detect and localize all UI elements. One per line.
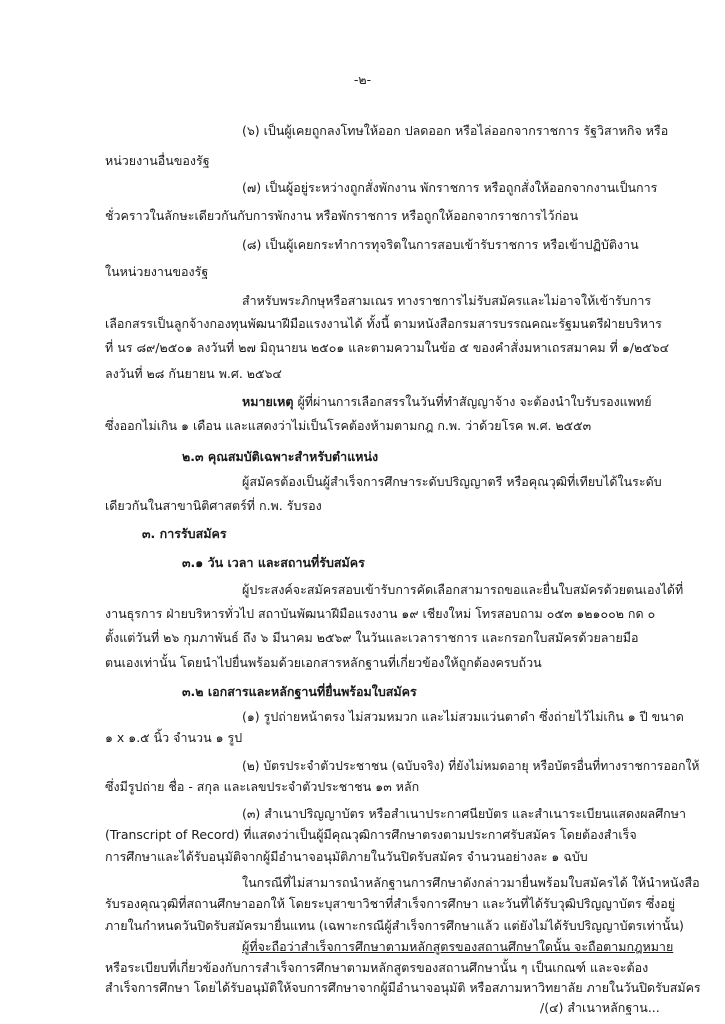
text-line: ผู้สมัครต้องเป็นผู้สำเร็จการศึกษาระดับปริญญาตรี หรือคุณวุฒิที่เทียบได้ในระดับ	[242, 474, 662, 489]
remark-label: หมายเหตุ	[242, 394, 294, 409]
text-line: หน่วยงานอื่นของรัฐ	[105, 153, 210, 168]
text-line: (๗) เป็นผู้อยู่ระหว่างถูกสั่งพักงาน พักราชการ หรือถูกสั่งให้ออกจากงานเป็นการ	[242, 180, 658, 195]
remark-text: ผู้ที่ผ่านการเลือกสรรในวันที่ทำสัญญาจ้าง จะต้องนำใบรับรองแพทย์	[297, 394, 652, 409]
text-line: สำเร็จการศึกษา โดยได้รับอนุมัติให้จบการศึกษาจากผู้มีอำนาจอนุมัติ หรือสภามหาวิทยาลัย ภายในวันปิดรับสมัคร	[105, 980, 701, 995]
text-line: ในกรณีที่ไม่สามารถนำหลักฐานการศึกษาดังกล่าวมายื่นพร้อมใบสมัครได้ ให้นำหนังสือ	[242, 875, 700, 890]
text-line: หรือระเบียบที่เกี่ยวข้องกับการสำเร็จการศึกษาตามหลักสูตรของสถานศึกษานั้น ๆ เป็นเกณฑ์ และจะต้อง	[105, 960, 649, 975]
text-line: ผู้ประสงค์จะสมัครสอบเข้ารับการคัดเลือกสามารถขอและยื่นใบสมัครด้วยตนเองได้ที่	[242, 582, 684, 597]
text-line: (๖) เป็นผู้เคยถูกลงโทษให้ออก ปลดออก หรือไล่ออกจากราชการ รัฐวิสาหกิจ หรือ	[242, 123, 669, 138]
text-line: ๑ x ๑.๕ นิ้ว จำนวน ๑ รูป	[105, 730, 243, 745]
heading-3: ๓. การรับสมัคร	[142, 526, 227, 541]
text-line: ซึ่งออกไม่เกิน ๑ เดือน และแสดงว่าไม่เป็นโรคต้องห้ามตามกฎ ก.พ. ว่าด้วยโรค พ.ศ. ๒๕๕๓	[105, 418, 592, 433]
text-line: ตนเองเท่านั้น โดยนำไปยื่นพร้อมด้วยเอกสารหลักฐานที่เกี่ยวข้องให้ถูกต้องครบถ้วน	[105, 655, 542, 670]
text-line: ซึ่งมีรูปถ่าย ชื่อ - สกุล และเลขประจำตัวประชาชน ๑๓ หลัก	[105, 779, 420, 794]
remark-line	[242, 394, 652, 410]
text-line: สำหรับพระภิกษุหรือสามเณร ทางราชการไม่รับสมัครและไม่อาจให้เข้ารับการ	[242, 293, 652, 308]
text-line: (Transcript of Record) ที่แสดงว่าเป็นผู้มีคุณวุฒิการศึกษาตรงตามประกาศรับสมัคร โดยต้องสำเร็จ	[105, 827, 637, 842]
text-line: ภายในกำหนดวันปิดรับสมัครมายื่นแทน (เฉพาะกรณีผู้สำเร็จการศึกษาแล้ว แต่ยังไม่ได้รับปริญญาบัตรเท่านั้น)	[105, 918, 684, 933]
text-line: ผู้ที่จะถือว่าสำเร็จการศึกษาตามหลักสูตรของสถานศึกษาใดนั้น จะถือตามกฎหมาย	[242, 939, 674, 954]
heading-3-1: ๓.๑ วัน เวลา และสถานที่รับสมัคร	[182, 555, 365, 570]
text-line: ตั้งแต่วันที่ ๒๖ กุมภาพันธ์ ถึง ๖ มีนาคม ๒๕๖๙ ในวันและเวลาราชการ และกรอกใบสมัครด้วยลายมือ	[105, 630, 639, 645]
text-line: (๓) สำเนาปริญญาบัตร หรือสำเนาประกาศนียบัตร และสำเนาระเบียนแสดงผลศึกษา	[242, 806, 686, 821]
text-line: ชั่วคราวในลักษะเดียวกันกับการพักงาน หรือพักราชการ หรือถูกให้ออกจากราชการไว้ก่อน	[105, 208, 579, 223]
text-line: ลงวันที่ ๒๘ กันยายน พ.ศ. ๒๕๖๔	[105, 366, 282, 381]
text-line: (๒) บัตรประจำตัวประชาชน (ฉบับจริง) ที่ยังไม่หมดอายุ หรือบัตรอื่นที่ทางราชการออกให้	[242, 758, 700, 773]
text-line: รับรองคุณวุฒิที่สถานศึกษาออกให้ โดยระบุสาขาวิชาที่สำเร็จการศึกษา และวันที่ได้รับวุฒิปริญญาบัตร ซึ่งอยู่	[105, 896, 676, 911]
text-line: (๘) เป็นผู้เคยกระทำการทุจริตในการสอบเข้ารับราชการ หรือเข้าปฏิบัติงาน	[242, 237, 639, 252]
text-line: การศึกษาและได้รับอนุมัติจากผู้มีอำนาจอนุมัติภายในวันปิดรับสมัคร จำนวนอย่างละ ๑ ฉบับ	[105, 849, 588, 864]
text-line: เดียวกันในสาขานิติศาสตร์ที่ ก.พ. รับรอง	[105, 498, 322, 513]
text-line: ในหน่วยงานของรัฐ	[105, 264, 209, 279]
page-number: -๒-	[353, 72, 372, 87]
continuation-note: /(๔) สำเนาหลักฐาน...	[540, 1000, 660, 1015]
text-line: ที่ นร ๘๙/๒๕๐๑ ลงวันที่ ๒๗ มิถุนายน ๒๕๐๑ และตามความในข้อ ๕ ของคำสั่งมหาเถรสมาคม ที่ ๑/๒๕๖๔	[105, 340, 670, 355]
text-line: (๑) รูปถ่ายหน้าตรง ไม่สวมหมวก และไม่สวมแว่นตาดำ ซึ่งถ่ายไว้ไม่เกิน ๑ ปี ขนาด	[242, 709, 684, 724]
text-line: เลือกสรรเป็นลูกจ้างกองทุนพัฒนาฝีมือแรงงานได้ ทั้งนี้ ตามหนังสือกรมสารบรรณคณะรัฐมนตรีฝ่ายบริหาร	[105, 316, 662, 331]
heading-3-2: ๓.๒ เอกสารและหลักฐานที่ยื่นพร้อมใบสมัคร	[182, 684, 417, 699]
text-line: งานธุรการ ฝ่ายบริหารทั่วไป สถาบันพัฒนาฝีมือแรงงาน ๑๙ เชียงใหม่ โทรสอบถาม ๐๕๓ ๑๒๑๐๐๒ กด ๐	[105, 606, 656, 621]
heading-2-3: ๒.๓ คุณสมบัติเฉพาะสำหรับตำแหน่ง	[182, 449, 379, 464]
